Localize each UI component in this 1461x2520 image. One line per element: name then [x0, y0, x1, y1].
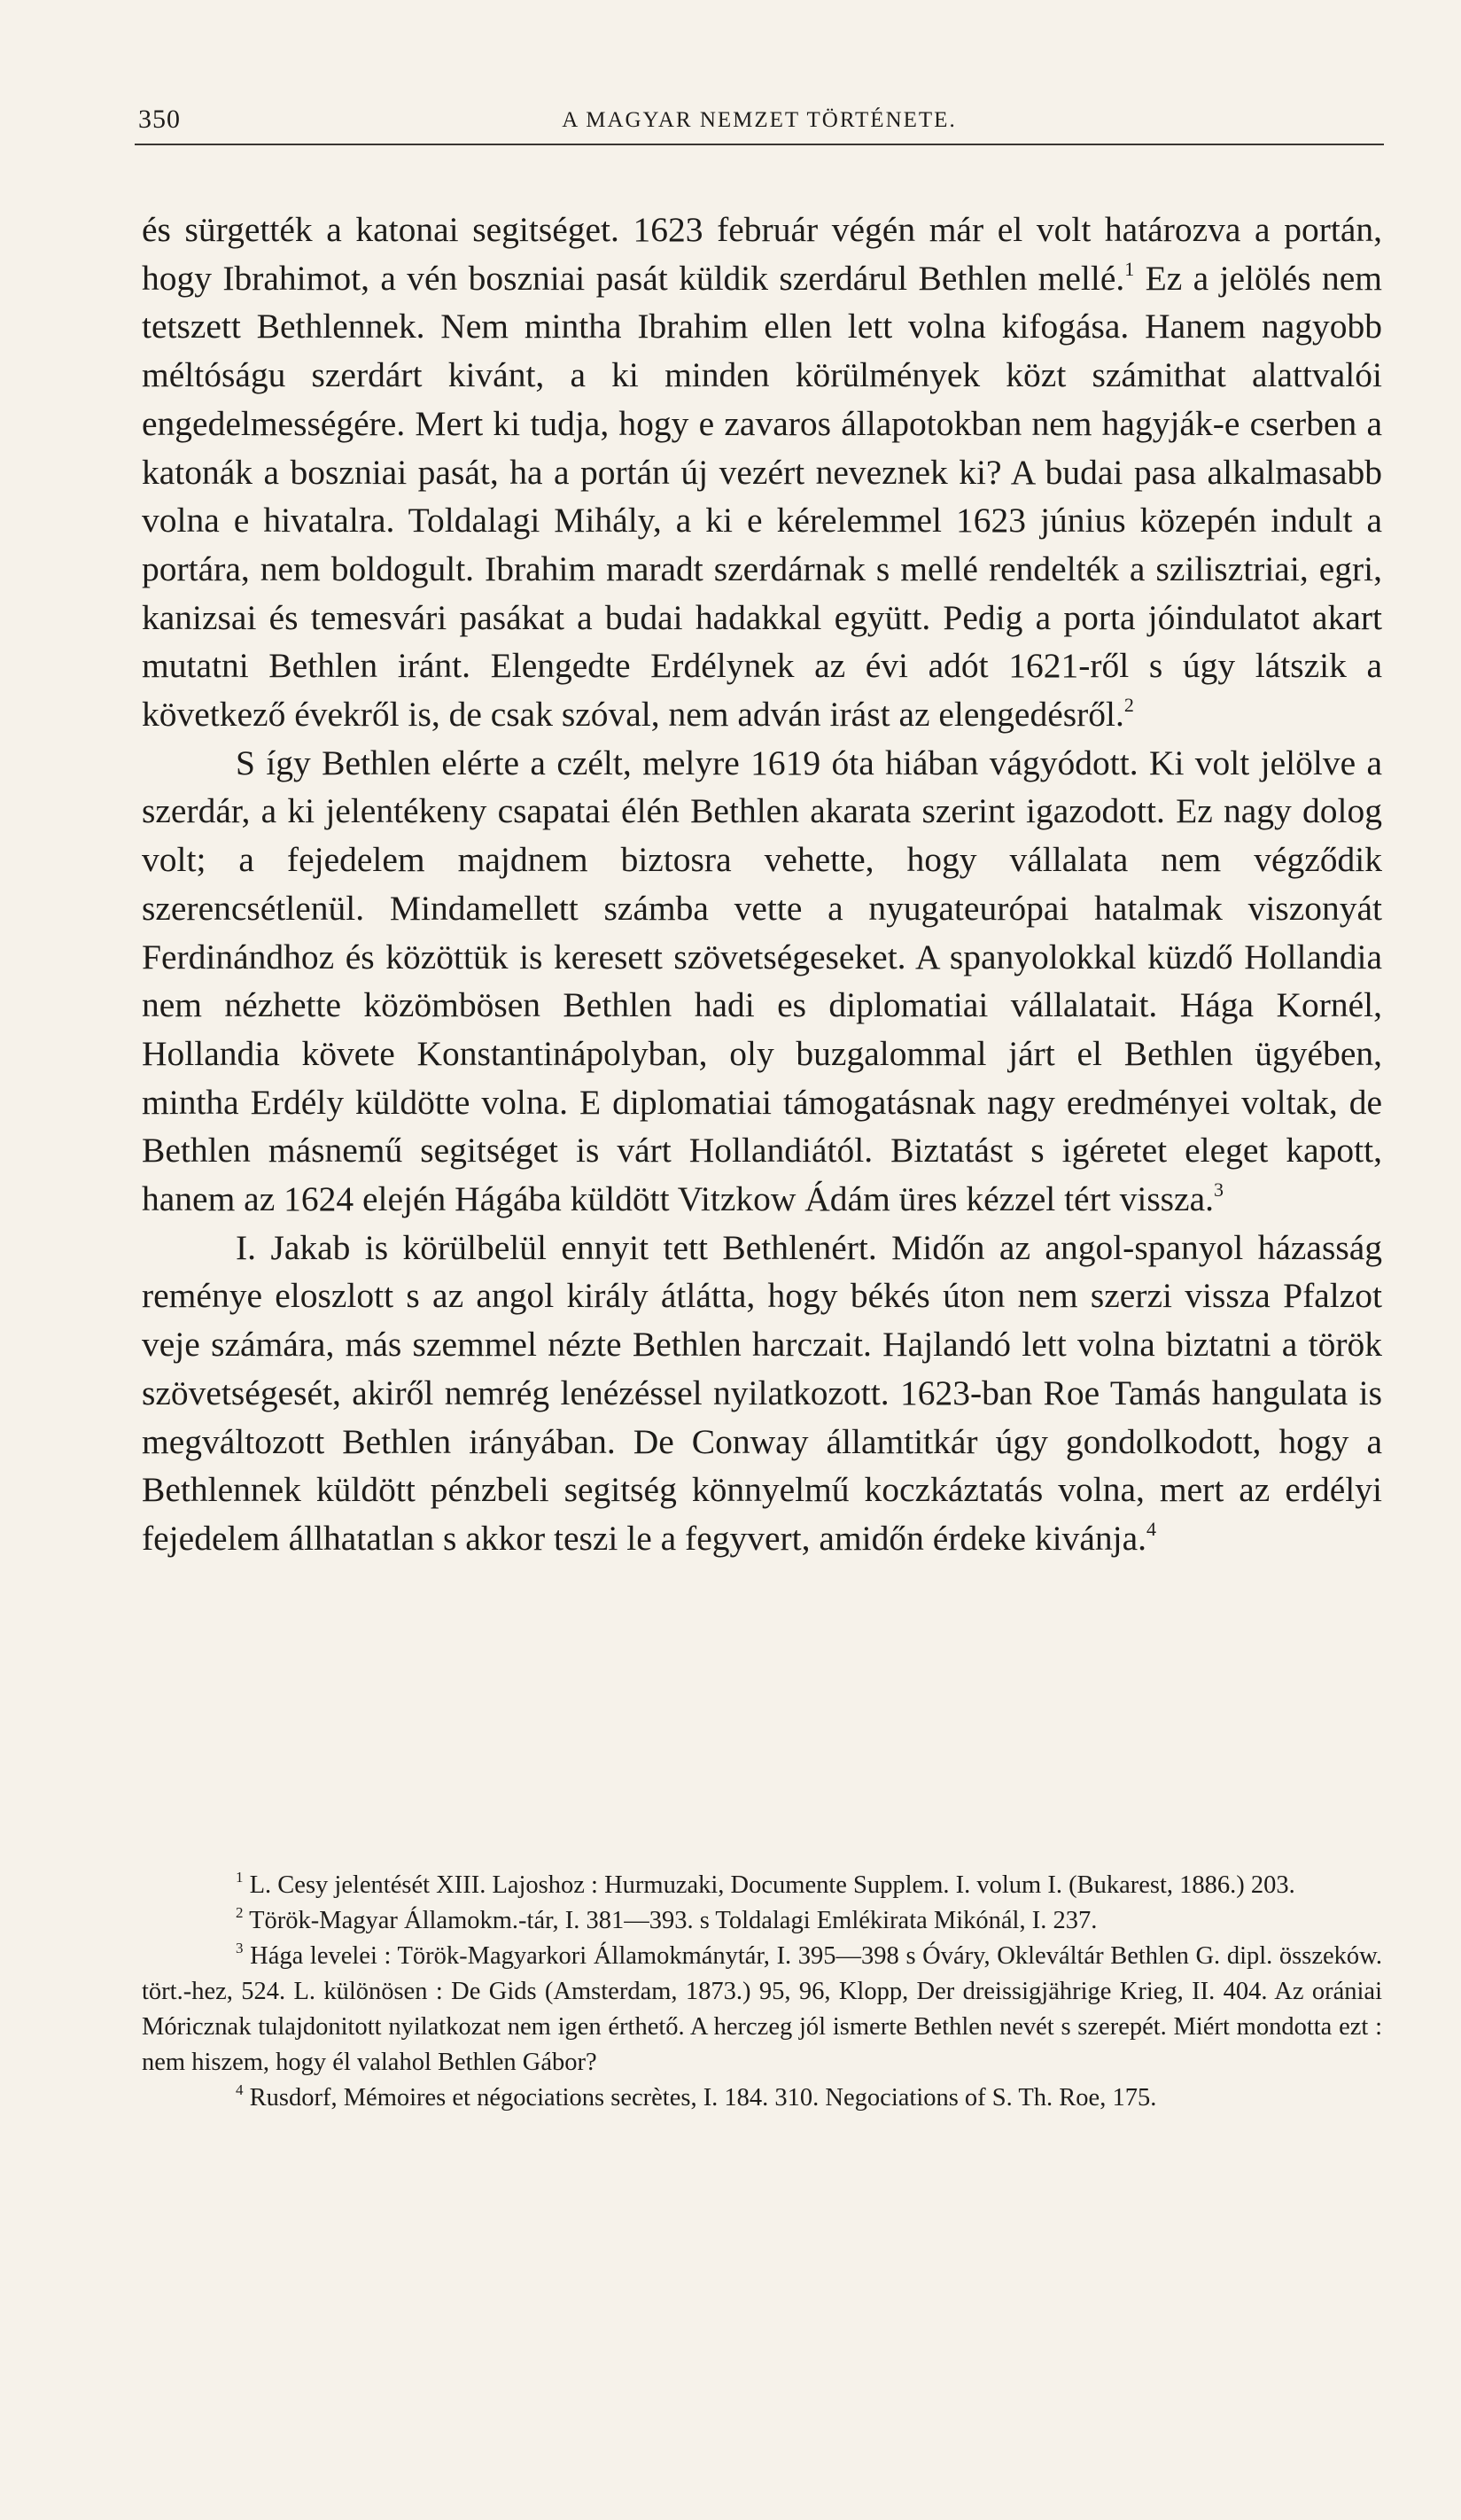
footnote: [142, 2081, 1382, 2116]
footnote-ref: 4: [1146, 1517, 1157, 1540]
paragraph-text: Ez a jelölés nem tetszett Bethlennek. Nem mintha Ibrahim ellen lett volna kifogása. Hanem nagyobb méltóságu szerdárt kivánt, a ki minden körülmények közt számithat alattvalói engedelmességére. Mert ki tudja, hogy e zavaros állapotokban nem hagyják-e cserben a katonák a boszniai pasát, ha a portán új vezért neveznek ki? A budai pasa alkalmasabb volna e hivatalra. Toldalagi Mihály, a ki e kérelemmel 1623 június közepén indult a portára, nem boldogult. Ibrahim maradt szerdárnak s mellé rendelték a szilisztriai, egri, kanizsai és temesvári pasákat a budai hadakkal együtt. Pedig a porta jóindulatot akart mutatni Bethlen iránt. Elengedte Erdélynek az évi adót 1621-ről s úgy látszik a következő évekről is, de csak szóval, nem adván irást az elengedésről.: [142, 258, 1382, 735]
body-text: [142, 206, 1382, 1563]
running-title: A MAGYAR NEMZET TÖRTÉNETE.: [562, 108, 957, 132]
paragraph: [142, 1224, 1382, 1563]
footnote-mark: 4: [236, 2081, 244, 2098]
footnote-text: Török-Magyar Államokm.-tár, I. 381—393. s Toldalagi Emlékirata Mikónál, I. 237.: [249, 1907, 1098, 1934]
paragraph-text: I. Jakab is körülbelül ennyit tett Bethlenért. Midőn az angol-spanyol házasság reménye eloszlott s az angol király átlátta, hogy békés úton nem szerzi vissza Pfalzot veje számára, más szemmel nézte Bethlen harczait. Hajlandó lett volna biztatni a török szövetségesét, akiről nemrég lenézéssel nyilatkozott. 1623-ban Roe Tamás hangulata is megváltozott Bethlen irányában. De Conway államtitkár úgy gondolkodott, hogy a Bethlennek küldött pénzbeli segitség könnyelmű koczkáztatás volna, mert az erdélyi fejedelem állhatatlan s akkor teszi le a fegyvert, amidőn érdeke kivánja.: [142, 1227, 1382, 1558]
page-number: 350: [138, 105, 181, 134]
running-head: [135, 99, 1384, 145]
paragraph-text: S így Bethlen elérte a czélt, melyre 1619 óta hiában vágyódott. Ki volt jelölve a szerdár, a ki jelentékeny csapatai élén Bethlen akarata szerint igazodott. Ez nagy dolog volt; a fejedelem majdnem biztosra vehette, hogy vállalata nem végződik szerencsétlenül. Mindamellett számba vette a nyugateurópai hatalmak viszonyát Ferdinándhoz és közöttük is keresett szövetségeseket. A spanyolokkal küzdő Hollandia nem nézhette közömbösen Bethlen hadi es diplomatiai vállalatait. Hága Kornél, Hollandia követe Konstantinápolyban, oly buzgalommal járt el Bethlen ügyében, mintha Erdély küldötte volna. E diplomatiai támogatásnak nagy eredményei voltak, de Bethlen másnemű segitséget is várt Hollandiától. Biztatást s igéretet eleget kapott, hanem az 1624 elején Hágába küldött Vitzkow Ádám üres kézzel tért vissza.: [142, 743, 1382, 1219]
footnote-text: Hága levelei : Török-Magyarkori Államokmánytár, I. 395—398 s Óváry, Okleváltár Bethlen G. dipl. összeków. tört.-hez, 524. L. különösen : De Gids (Amsterdam, 1873.) 95, 96, Klopp, Der dreissigjährige Krieg, II. 404. Az orániai Móricznak tulajdonitott nyilatkozat nem igen érthető. A herczeg jól ismerte Bethlen nevét s szerepét. Miért mondotta ezt : nem hiszem, hogy él valahol Bethlen Gábor?: [142, 1942, 1382, 2076]
footnote-mark: 1: [236, 1869, 244, 1886]
footnote-text: Rusdorf, Mémoires et négociations secrètes, I. 184. 310. Negociations of S. Th. Roe, 175.: [249, 2084, 1157, 2112]
paragraph: [142, 206, 1382, 739]
footnotes: [142, 1868, 1382, 2116]
footnote-ref: 1: [1124, 257, 1135, 280]
footnote-mark: 2: [236, 1904, 244, 1921]
footnote-ref: 3: [1214, 1178, 1224, 1202]
footnote-mark: 3: [236, 1940, 244, 1956]
paragraph-text: és sürgették a katonai segitséget. 1623 február végén már el volt határozva a portán, hogy Ibrahimot, a vén boszniai pasát küldik szerdárul Bethlen mellé.: [142, 210, 1382, 298]
footnote-text: L. Cesy jelentését XIII. Lajoshoz : Hurmuzaki, Documente Supplem. I. volum I. (Bukarest, 1886.) 203.: [249, 1871, 1295, 1899]
footnote: [142, 1903, 1382, 1939]
footnote-ref: 2: [1123, 694, 1134, 717]
paragraph: [142, 739, 1382, 1224]
footnote: [142, 1939, 1382, 2081]
footnote: [142, 1868, 1382, 1903]
